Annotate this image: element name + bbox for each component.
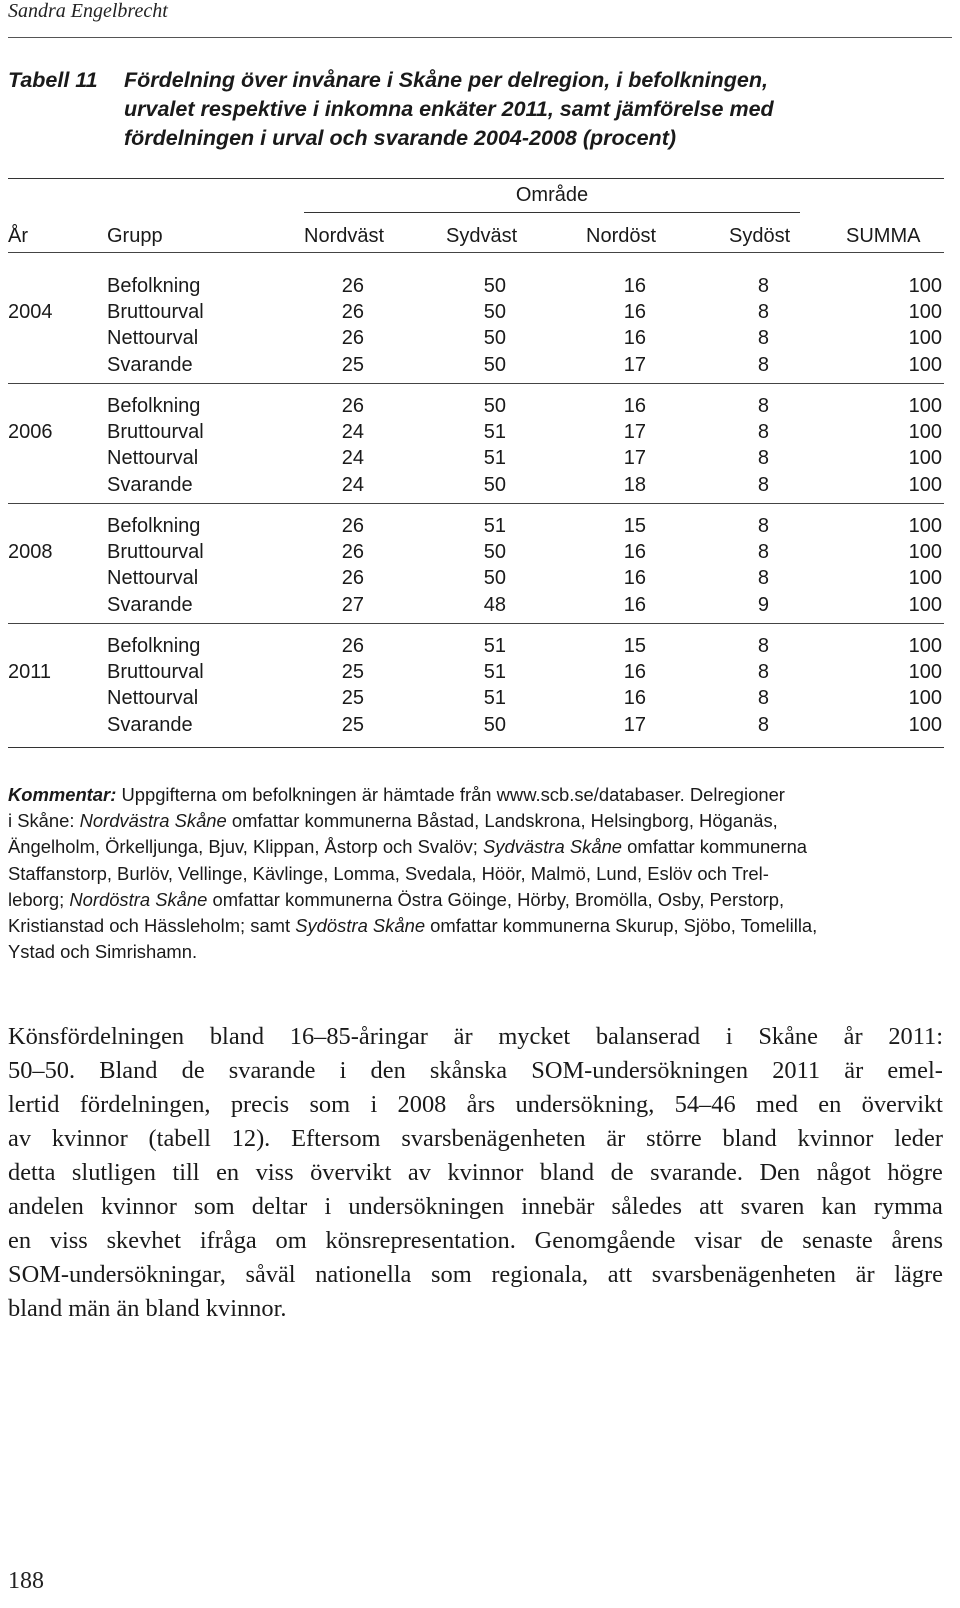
- value-cell: 15: [623, 635, 646, 657]
- value-cell: 50: [483, 541, 506, 564]
- value-cell: 26: [341, 395, 364, 417]
- body-word: som: [193, 1193, 235, 1220]
- body-word: lägre: [894, 1261, 943, 1288]
- comment-line: Ystad och Simrishamn.: [8, 941, 198, 963]
- body-word: att: [699, 1193, 724, 1220]
- value-cell: 50: [483, 353, 506, 376]
- body-word: senaste: [802, 1227, 873, 1254]
- group-cell: Nettourval: [107, 567, 199, 590]
- value-cell: 16: [623, 593, 646, 616]
- value-cell: 100: [908, 541, 942, 564]
- body-word: deltar: [251, 1193, 308, 1220]
- value-cell: 25: [341, 687, 364, 710]
- body-word: Eftersom: [291, 1125, 381, 1152]
- value-cell: 50: [483, 567, 506, 590]
- value-cell: 51: [483, 687, 506, 710]
- value-cell: 51: [483, 447, 506, 470]
- body-word: ifråga: [199, 1227, 257, 1254]
- body-word: att: [607, 1261, 633, 1288]
- body-word: är: [844, 1057, 864, 1084]
- value-cell: 17: [623, 447, 646, 470]
- value-cell: 100: [908, 421, 942, 444]
- year-cell: 2011: [8, 661, 52, 684]
- block-separator-rule: [8, 383, 944, 384]
- body-word: 16–85-åringar: [289, 1023, 428, 1050]
- value-cell: 16: [623, 541, 646, 564]
- body-word: kan: [821, 1193, 857, 1220]
- value-cell: 17: [623, 421, 646, 444]
- group-cell: Nettourval: [107, 687, 199, 710]
- body-word: svarande: [228, 1057, 316, 1084]
- value-cell: 15: [623, 515, 646, 537]
- body-word: könsrepresentation.: [325, 1227, 516, 1254]
- value-cell: 100: [908, 353, 942, 376]
- value-cell: 16: [623, 395, 646, 417]
- year-cell: 2006: [8, 421, 53, 444]
- value-cell: 8: [757, 421, 769, 444]
- value-cell: 26: [341, 567, 364, 590]
- value-cell: 24: [341, 447, 364, 470]
- region-name: Nordvästra Skåne: [79, 810, 227, 832]
- region-name: Sydöstra Skåne: [295, 914, 426, 936]
- body-word: en: [8, 1227, 32, 1254]
- value-cell: 8: [757, 515, 769, 537]
- header-rule: [8, 37, 952, 38]
- body-word: viss: [49, 1227, 88, 1254]
- value-cell: 8: [757, 661, 769, 684]
- header-summa: SUMMA: [846, 225, 921, 247]
- header-bottom-rule: [8, 252, 944, 253]
- value-cell: 50: [483, 275, 506, 297]
- value-cell: 25: [341, 661, 364, 684]
- body-word: viss: [255, 1159, 294, 1186]
- body-word: än: [116, 1295, 146, 1322]
- value-cell: 50: [483, 713, 506, 736]
- body-line: [8, 1156, 943, 1190]
- body-paragraph: [8, 1020, 943, 1326]
- value-cell: 17: [623, 713, 646, 736]
- value-cell: 8: [757, 541, 769, 564]
- value-cell: 16: [623, 327, 646, 350]
- group-cell: Svarande: [107, 713, 193, 736]
- body-word: 2008: [397, 1091, 447, 1118]
- value-cell: 26: [341, 515, 364, 537]
- header-sydvast: Sydväst: [446, 225, 518, 247]
- region-name: Sydvästra Skåne: [483, 836, 623, 858]
- body-word: i: [339, 1057, 347, 1084]
- value-cell: 24: [341, 473, 364, 496]
- value-cell: 51: [483, 421, 506, 444]
- body-line: [8, 1258, 943, 1292]
- value-cell: 16: [623, 567, 646, 590]
- value-cell: 25: [341, 713, 364, 736]
- value-cell: 100: [908, 301, 942, 324]
- body-word: är: [453, 1023, 473, 1050]
- body-word: kvinnor: [100, 1193, 177, 1220]
- body-line: [8, 1190, 943, 1224]
- body-word: svarande.: [650, 1159, 743, 1186]
- value-cell: 16: [623, 661, 646, 684]
- comment-text: leborg;: [8, 888, 70, 910]
- column-spanner-omrade: Område: [515, 184, 589, 206]
- body-word: Den: [759, 1159, 801, 1186]
- body-word: balanserad: [595, 1023, 701, 1050]
- value-cell: 8: [757, 353, 769, 376]
- value-cell: 51: [483, 515, 506, 537]
- value-cell: 51: [483, 661, 506, 684]
- body-word: något: [816, 1159, 871, 1186]
- body-word: i: [324, 1193, 332, 1220]
- table-number: Tabell 11: [8, 68, 98, 92]
- value-cell: 100: [908, 395, 942, 417]
- group-cell: Befolkning: [107, 635, 201, 657]
- group-cell: Befolkning: [107, 515, 201, 537]
- comment-text: Kristianstad och Hässleholm; samt: [8, 914, 296, 936]
- body-word: Könsfördelningen: [8, 1023, 185, 1050]
- body-word: kvinnor: [51, 1125, 128, 1152]
- value-cell: 100: [908, 687, 942, 710]
- body-word: andelen: [8, 1193, 84, 1220]
- value-cell: 8: [757, 275, 769, 297]
- body-word: slutligen: [71, 1159, 156, 1186]
- body-word: rymma: [873, 1193, 943, 1220]
- body-word: (tabell: [148, 1125, 211, 1152]
- body-word: kvinnor: [797, 1125, 874, 1152]
- body-word: bland: [539, 1159, 595, 1186]
- year-cell: 2008: [8, 541, 53, 564]
- group-cell: Nettourval: [107, 327, 199, 350]
- body-word: detta: [8, 1159, 56, 1186]
- comment-line: [8, 887, 943, 913]
- body-word: lertid: [8, 1091, 60, 1118]
- table-title-line: Fördelning över invånare i Skåne per delregion, i befolkningen,: [124, 68, 768, 92]
- value-cell: 8: [757, 301, 769, 324]
- comment-text: Ängelholm, Örkelljunga, Bjuv, Klippan, Åstorp och Svalöv;: [8, 836, 483, 858]
- value-cell: 100: [908, 275, 942, 297]
- comment-line: [8, 808, 943, 834]
- group-cell: Bruttourval: [107, 301, 204, 324]
- body-word: Bland: [99, 1057, 158, 1084]
- body-word: leder: [894, 1125, 943, 1152]
- header-nordvast: Nordväst: [304, 225, 385, 247]
- body-word: i: [370, 1091, 378, 1118]
- body-word: fördelningen,: [79, 1091, 211, 1118]
- body-word: den: [370, 1057, 406, 1084]
- value-cell: 50: [483, 395, 506, 417]
- table-bottom-rule: [8, 747, 944, 748]
- body-word: av: [407, 1159, 431, 1186]
- group-cell: Bruttourval: [107, 541, 204, 564]
- body-word: precis: [230, 1091, 290, 1118]
- body-word: som: [431, 1261, 472, 1288]
- body-word: 2011:: [888, 1023, 943, 1050]
- value-cell: 26: [341, 301, 364, 324]
- body-word: svarsbenägenheten: [401, 1125, 586, 1152]
- body-word: är: [855, 1261, 875, 1288]
- body-word: större: [646, 1125, 702, 1152]
- body-word: skevhet: [106, 1227, 182, 1254]
- comment-label: Kommentar:: [8, 784, 117, 805]
- body-word: 2011: [772, 1057, 821, 1084]
- body-word: mycket: [498, 1023, 571, 1050]
- body-word: Genomgående: [534, 1227, 676, 1254]
- body-word: högre: [887, 1159, 943, 1186]
- group-cell: Svarande: [107, 353, 193, 376]
- body-word: de: [610, 1159, 634, 1186]
- value-cell: 50: [483, 473, 506, 496]
- group-cell: Nettourval: [107, 447, 199, 470]
- value-cell: 8: [757, 395, 769, 417]
- body-line: [8, 1020, 943, 1054]
- value-cell: 16: [623, 301, 646, 324]
- running-header-author: Sandra Engelbrecht: [8, 0, 168, 22]
- value-cell: 100: [908, 515, 942, 537]
- comment-text: omfattar kommunerna: [622, 836, 808, 858]
- body-word: de: [760, 1227, 784, 1254]
- value-cell: 100: [908, 327, 942, 350]
- value-cell: 17: [623, 353, 646, 376]
- value-cell: 8: [757, 635, 769, 657]
- body-word: bland: [145, 1295, 206, 1322]
- body-line: [8, 1292, 943, 1326]
- group-cell: Svarande: [107, 473, 193, 496]
- table-title-line: urvalet respektive i inkomna enkäter 2011, samt jämförelse med: [124, 97, 774, 121]
- value-cell: 8: [757, 713, 769, 736]
- spanner-rule: [304, 212, 800, 213]
- body-word: undersökningen: [348, 1193, 505, 1220]
- block-separator-rule: [8, 503, 944, 504]
- value-cell: 8: [757, 327, 769, 350]
- table-comment: [8, 782, 943, 965]
- body-word: regionala,: [491, 1261, 589, 1288]
- value-cell: 8: [757, 687, 769, 710]
- value-cell: 100: [908, 635, 942, 657]
- comment-text: omfattar kommunerna Östra Göinge, Hörby, Bromölla, Osby, Perstorp,: [207, 888, 785, 910]
- header-group: Grupp: [107, 225, 163, 247]
- value-cell: 51: [483, 635, 506, 657]
- body-word: svaren: [740, 1193, 805, 1220]
- value-cell: 9: [757, 593, 769, 616]
- comment-line: [8, 782, 943, 808]
- body-word: således: [611, 1193, 682, 1220]
- value-cell: 26: [341, 327, 364, 350]
- comment-text: omfattar kommunerna Båstad, Landskrona, Helsingborg, Höganäs,: [226, 810, 778, 832]
- table-title-line: fördelningen i urval och svarande 2004-2008 (procent): [124, 126, 677, 150]
- body-word: bland: [722, 1125, 777, 1152]
- table-title: [124, 66, 944, 153]
- comment-line: [8, 913, 943, 939]
- body-word: 50–50.: [8, 1057, 76, 1084]
- header-year: År: [8, 225, 28, 247]
- body-word: nationella: [315, 1261, 412, 1288]
- body-word: en: [216, 1159, 240, 1186]
- body-word: övervikt: [861, 1091, 943, 1118]
- body-word: bland: [209, 1023, 265, 1050]
- body-line: [8, 1224, 943, 1258]
- body-word: bland: [8, 1295, 69, 1322]
- body-word: 54–46: [674, 1091, 736, 1118]
- value-cell: 8: [757, 473, 769, 496]
- value-cell: 8: [757, 447, 769, 470]
- body-word: som: [309, 1091, 351, 1118]
- body-word: år: [843, 1023, 863, 1050]
- group-cell: Befolkning: [107, 275, 201, 297]
- value-cell: 26: [341, 275, 364, 297]
- body-word: 12).: [231, 1125, 271, 1152]
- comment-text: i Skåne:: [8, 810, 80, 832]
- year-cell: 2004: [8, 301, 53, 324]
- body-word: emel-: [887, 1057, 943, 1084]
- body-line: [8, 1088, 943, 1122]
- body-word: visar: [694, 1227, 742, 1254]
- body-word: till: [172, 1159, 200, 1186]
- value-cell: 25: [341, 353, 364, 376]
- value-cell: 50: [483, 301, 506, 324]
- body-word: SOM-undersökningar,: [8, 1261, 226, 1288]
- page-number: 188: [8, 1568, 44, 1594]
- body-word: män: [68, 1295, 117, 1322]
- body-word: innebär: [521, 1193, 595, 1220]
- value-cell: 27: [341, 593, 364, 616]
- table-top-rule: [8, 178, 944, 179]
- value-cell: 100: [908, 473, 942, 496]
- body-word: Skåne: [758, 1023, 818, 1050]
- value-cell: 26: [341, 635, 364, 657]
- value-cell: 16: [623, 687, 646, 710]
- body-word: skånska: [429, 1057, 508, 1084]
- body-word: om: [275, 1227, 307, 1254]
- body-word: övervikt: [310, 1159, 392, 1186]
- comment-text: Uppgifterna om befolkningen är hämtade från www.scb.se/databaser. Delregioner: [121, 784, 785, 805]
- value-cell: 18: [623, 473, 646, 496]
- group-cell: Svarande: [107, 593, 193, 616]
- body-word: undersökning,: [515, 1091, 655, 1118]
- value-cell: 100: [908, 447, 942, 470]
- comment-line: Staffanstorp, Burlöv, Vellinge, Kävlinge, Lomma, Svedala, Höör, Malmö, Lund, Eslöv och Trel-: [8, 862, 769, 884]
- group-cell: Bruttourval: [107, 421, 204, 444]
- body-word: SOM-undersökningen: [531, 1057, 749, 1084]
- body-word: års: [466, 1091, 496, 1118]
- body-word: med: [755, 1091, 798, 1118]
- body-word: i: [725, 1023, 733, 1050]
- value-cell: 24: [341, 421, 364, 444]
- comment-line: [8, 834, 943, 860]
- body-line: [8, 1122, 943, 1156]
- body-word: de: [181, 1057, 205, 1084]
- body-word: av: [8, 1125, 32, 1152]
- comment-text: omfattar kommunerna Skurup, Sjöbo, Tomelilla,: [425, 914, 818, 936]
- body-word: årens: [891, 1227, 943, 1254]
- region-name: Nordöstra Skåne: [69, 888, 208, 910]
- value-cell: 48: [483, 593, 506, 616]
- body-word: kvinnor.: [205, 1295, 287, 1322]
- value-cell: 100: [908, 593, 942, 616]
- body-word: svarsbenägenheten: [651, 1261, 837, 1288]
- value-cell: 50: [483, 327, 506, 350]
- body-word: en: [818, 1091, 842, 1118]
- group-cell: Befolkning: [107, 395, 201, 417]
- value-cell: 8: [757, 567, 769, 590]
- body-word: är: [606, 1125, 626, 1152]
- value-cell: 16: [623, 275, 646, 297]
- header-nordost: Nordöst: [586, 225, 657, 247]
- group-cell: Bruttourval: [107, 661, 204, 684]
- value-cell: 100: [908, 567, 942, 590]
- value-cell: 100: [908, 661, 942, 684]
- body-word: kvinnor: [447, 1159, 524, 1186]
- body-word: såväl: [245, 1261, 296, 1288]
- header-sydost: Sydöst: [729, 225, 791, 247]
- body-line: [8, 1054, 943, 1088]
- block-separator-rule: [8, 623, 944, 624]
- value-cell: 100: [908, 713, 942, 736]
- value-cell: 26: [341, 541, 364, 564]
